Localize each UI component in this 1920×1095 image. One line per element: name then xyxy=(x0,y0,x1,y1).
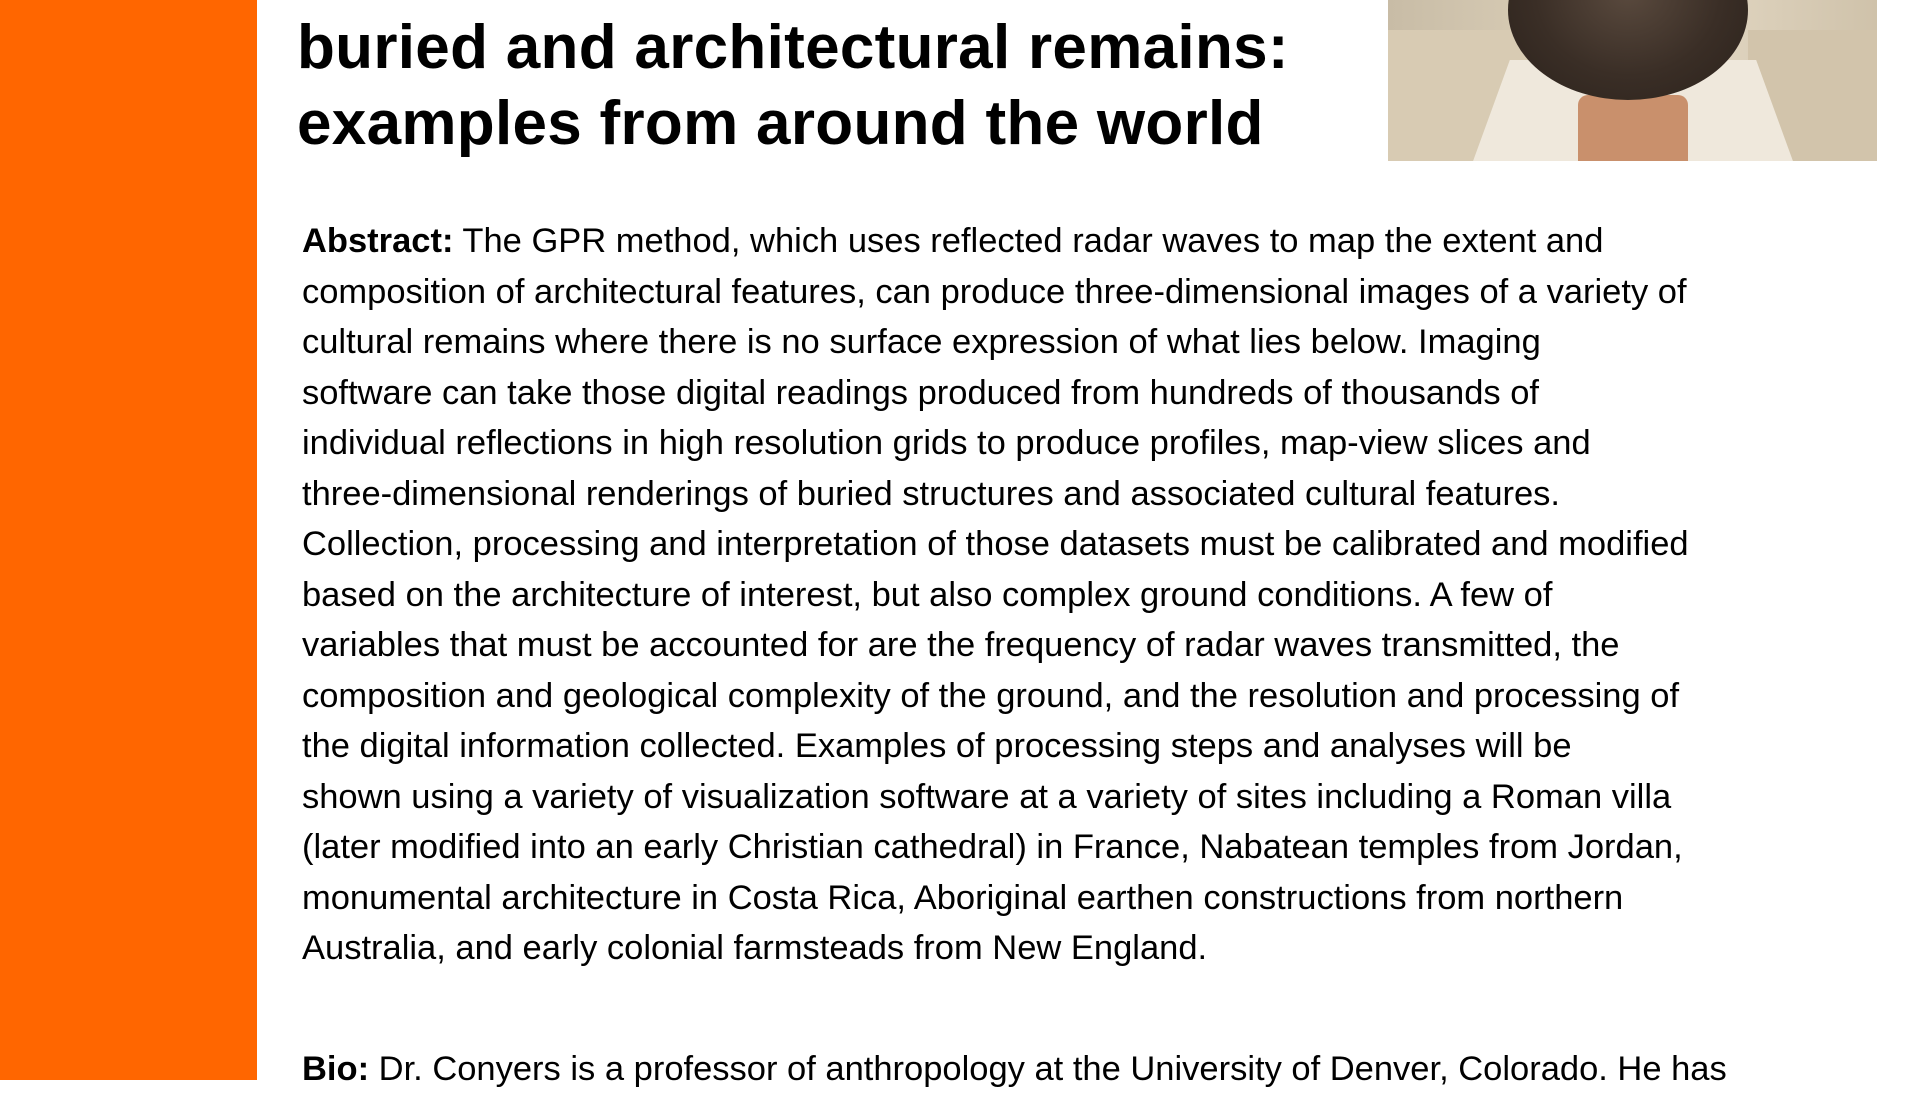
speaker-photo xyxy=(1388,0,1877,161)
talk-title xyxy=(297,0,1357,160)
abstract-line: Australia, and early colonial farmsteads from New England. xyxy=(302,929,1208,967)
abstract-line: shown using a variety of visualization software at a variety of sites including a Roman villa xyxy=(302,777,1672,816)
title-line-1: buried and architectural remains: xyxy=(297,13,1289,82)
bio-section xyxy=(302,1044,1892,1095)
abstract-line: composition and geological complexity of the ground, and the resolution and processing of xyxy=(302,676,1680,715)
abstract-line-1-text: The GPR method, which uses reflected radar waves to map the extent and xyxy=(453,222,1604,260)
abstract-line: composition of architectural features, can produce three-dimensional images of a variety of xyxy=(302,272,1687,311)
abstract-line: three-dimensional renderings of buried structures and associated cultural features. xyxy=(302,474,1561,513)
photo-neck xyxy=(1578,95,1688,161)
abstract-line: software can take those digital readings produced from hundreds of thousands of xyxy=(302,373,1540,412)
abstract-line: individual reflections in high resolution grids to produce profiles, map-view slices and xyxy=(302,424,1591,462)
bio-label: Bio: xyxy=(302,1050,370,1088)
abstract-label: Abstract: xyxy=(302,222,454,260)
abstract-line: (later modified into an early Christian cathedral) in France, Nabatean temples from Jordan, xyxy=(302,828,1683,866)
abstract-line: the digital information collected. Examples of processing steps and analyses will be xyxy=(302,727,1572,765)
abstract-section xyxy=(302,216,1892,974)
abstract-line xyxy=(302,216,1892,267)
abstract-line: monumental architecture in Costa Rica, Aboriginal earthen constructions from northern xyxy=(302,878,1624,917)
abstract-line: based on the architecture of interest, but also complex ground conditions. A few of xyxy=(302,575,1553,614)
bio-text: Dr. Conyers is a professor of anthropology at the University of Denver, Colorado. He has xyxy=(369,1050,1727,1088)
abstract-line: cultural remains where there is no surface expression of what lies below. Imaging xyxy=(302,323,1541,361)
abstract-line: Collection, processing and interpretation of those datasets must be calibrated and modified xyxy=(302,525,1689,563)
abstract-line: variables that must be accounted for are the frequency of radar waves transmitted, the xyxy=(302,626,1620,664)
orange-sidebar-bar xyxy=(0,0,257,1080)
title-line-2: examples from around the world xyxy=(297,89,1264,158)
